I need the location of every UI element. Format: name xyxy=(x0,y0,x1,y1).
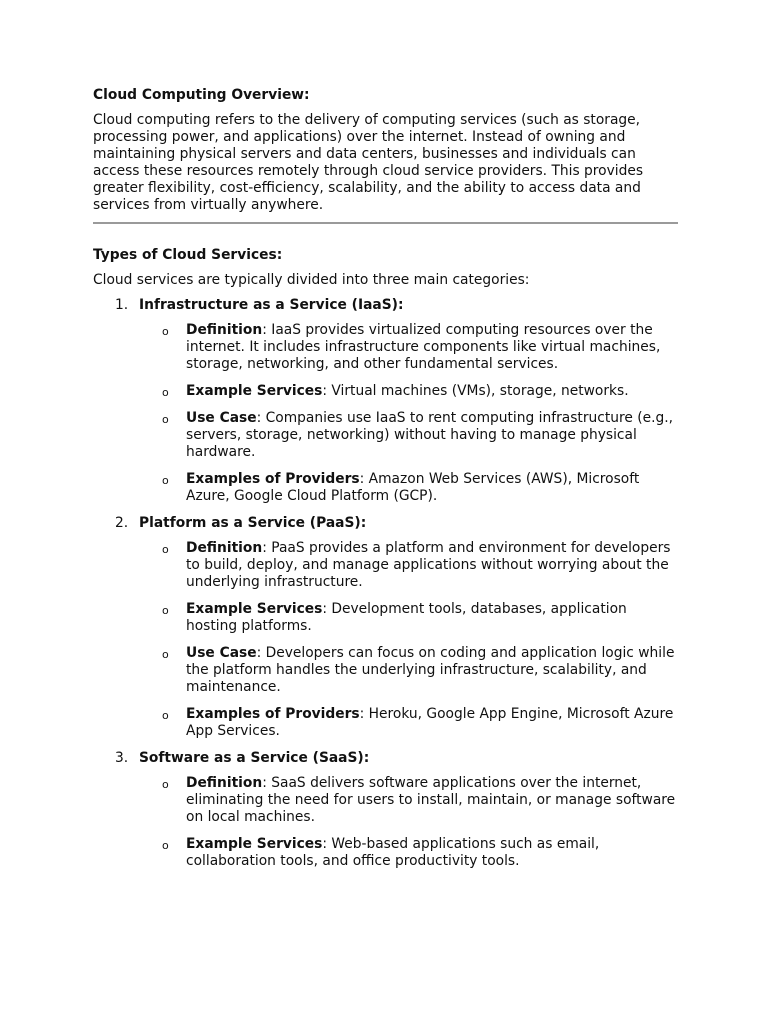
detail-term: Example Services xyxy=(186,836,323,852)
detail-list xyxy=(139,540,678,740)
detail-text: : Amazon Web Services (AWS), Microsoft Azure, Google Cloud Platform (GCP). xyxy=(186,471,640,504)
detail-list xyxy=(139,322,678,505)
list-number: 3. xyxy=(115,750,129,766)
list-number: 2. xyxy=(115,515,129,531)
detail-term: Example Services xyxy=(186,601,323,617)
detail-text: : PaaS provides a platform and environment for developers to build, deploy, and manage applications without worrying about the underlying infrastructure. xyxy=(186,540,671,590)
service-type-item xyxy=(93,515,678,740)
detail-text: : Companies use IaaS to rent computing infrastructure (e.g., servers, storage, networking) without having to manage physical hardware. xyxy=(186,410,673,460)
detail-item xyxy=(139,383,678,400)
types-intro: Cloud services are typically divided into three main categories: xyxy=(93,272,530,288)
detail-item xyxy=(139,471,678,505)
detail-term: Use Case xyxy=(186,410,257,426)
service-type-title: Software as a Service (SaaS): xyxy=(139,750,370,766)
hollow-bullet-icon: o xyxy=(162,778,169,791)
hollow-bullet-icon: o xyxy=(162,386,169,399)
service-type-item xyxy=(93,297,678,505)
detail-item xyxy=(139,540,678,591)
detail-text: : Heroku, Google App Engine, Microsoft Azure App Services. xyxy=(186,706,674,739)
detail-text: : Web-based applications such as email, collaboration tools, and office productivity tools. xyxy=(186,836,600,869)
hollow-bullet-icon: o xyxy=(162,839,169,852)
service-type-title: Infrastructure as a Service (IaaS): xyxy=(139,297,404,313)
types-heading: Types of Cloud Services: xyxy=(93,247,283,263)
detail-text: : SaaS delivers software applications over the internet, eliminating the need for users to install, maintain, or manage software on local machines. xyxy=(186,775,676,825)
service-types-list xyxy=(93,297,678,870)
detail-item xyxy=(139,601,678,635)
detail-text: : Developers can focus on coding and application logic while the platform handles the underlying infrastructure, scalability, and maintenance. xyxy=(186,645,675,695)
detail-term: Examples of Providers xyxy=(186,471,360,487)
hollow-bullet-icon: o xyxy=(162,648,169,661)
hollow-bullet-icon: o xyxy=(162,413,169,426)
overview-paragraph: Cloud computing refers to the delivery of computing services (such as storage, processing power, and applications) over the internet. Instead of owning and maintaining physical servers and data centers, businesses and individuals can access these resources remotely through cloud service providers. This provides greater flexibility, cost-efficiency, scalability, and the ability to access data and services from virtually anywhere. xyxy=(93,112,644,213)
document-body xyxy=(93,87,678,880)
section-divider xyxy=(93,222,678,224)
detail-item xyxy=(139,410,678,461)
service-type-title: Platform as a Service (PaaS): xyxy=(139,515,367,531)
hollow-bullet-icon: o xyxy=(162,474,169,487)
detail-item xyxy=(139,645,678,696)
hollow-bullet-icon: o xyxy=(162,543,169,556)
detail-text: : Virtual machines (VMs), storage, networks. xyxy=(322,383,629,399)
detail-term: Use Case xyxy=(186,645,257,661)
detail-item xyxy=(139,836,678,870)
detail-term: Example Services xyxy=(186,383,323,399)
detail-term: Examples of Providers xyxy=(186,706,360,722)
detail-item xyxy=(139,706,678,740)
detail-term: Definition xyxy=(186,775,263,791)
hollow-bullet-icon: o xyxy=(162,325,169,338)
detail-list xyxy=(139,775,678,870)
detail-text: : Development tools, databases, application hosting platforms. xyxy=(186,601,627,634)
hollow-bullet-icon: o xyxy=(162,709,169,722)
detail-text: : IaaS provides virtualized computing resources over the internet. It includes infrastructure components like virtual machines, storage, networking, and other fundamental services. xyxy=(186,322,661,372)
detail-term: Definition xyxy=(186,322,263,338)
list-number: 1. xyxy=(115,297,129,313)
detail-item xyxy=(139,775,678,826)
overview-heading: Cloud Computing Overview: xyxy=(93,87,310,103)
hollow-bullet-icon: o xyxy=(162,604,169,617)
detail-term: Definition xyxy=(186,540,263,556)
detail-item xyxy=(139,322,678,373)
service-type-item xyxy=(93,750,678,870)
